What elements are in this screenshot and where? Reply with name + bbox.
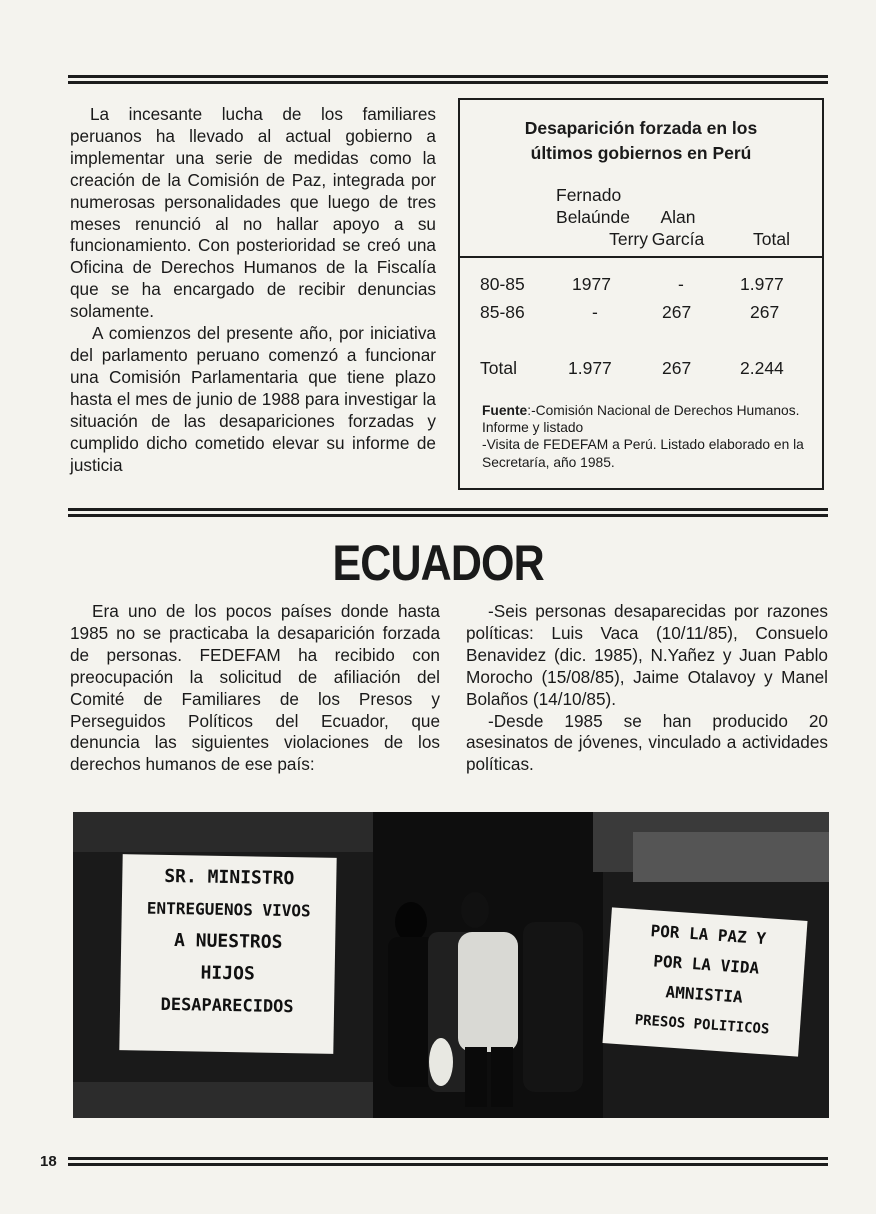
table-source-note xyxy=(482,402,812,471)
row-garcia: - xyxy=(678,274,684,294)
sign-left-line: DESAPARECIDOS xyxy=(160,994,294,1018)
sign-right xyxy=(602,907,807,1056)
sign-left-line: HIJOS xyxy=(200,962,255,985)
sign-right-line: PRESOS POLITICOS xyxy=(634,1012,770,1038)
source-text-2: -Visita de FEDEFAM a Perú. Listado elaborado en la Secretaría, año 1985. xyxy=(482,437,804,470)
header-garcia-line-2: García xyxy=(651,229,705,249)
header-garcia xyxy=(648,206,708,250)
peru-disappearances-table xyxy=(458,98,824,490)
protest-photo xyxy=(73,812,829,1118)
page-number: 18 xyxy=(40,1153,57,1170)
row-belaunde: 1977 xyxy=(572,274,611,294)
peru-paragraph-2: A comienzos del presente año, por iniciativa del parlamento peruano comenzó a funcionar una Comisión Parlamentaria que tiene plazo hasta el mes de junio de 1988 para investigar la situación de las desapariciones forzadas y cumplido dicho cometido elevar su informe de justicia xyxy=(70,323,436,475)
sign-left-line: ENTREGUENOS VIVOS xyxy=(146,898,311,921)
header-garcia-line-1: Alan xyxy=(660,207,696,227)
source-text: :-Comisión Nacional de Derechos Humanos. Informe y listado xyxy=(482,403,800,436)
ecuador-right-column xyxy=(466,601,828,776)
ecuador-left-column xyxy=(70,601,440,776)
row-total: 1.977 xyxy=(740,274,784,294)
total-label: Total xyxy=(480,358,517,378)
sign-left xyxy=(119,854,336,1054)
table-title-line-2: últimos gobiernos en Perú xyxy=(530,143,752,163)
section-heading-ecuador: ECUADOR xyxy=(332,535,544,591)
sign-right-line: POR LA PAZ Y xyxy=(649,921,767,949)
sign-left-line: SR. MINISTRO xyxy=(164,865,295,890)
ecuador-right-paragraph-1: -Seis personas desaparecidas por razones políticas: Luis Vaca (10/11/85), Consuelo Benavidez (dic. 1985), N.Yañez y Juan Pablo Morocho (15/08/85), Jaime Otalavoy y Manel Bolaños (14/10/85). xyxy=(466,601,828,709)
row-period: 80-85 xyxy=(480,274,525,294)
table-title xyxy=(460,116,822,166)
row-total: 267 xyxy=(750,302,780,322)
ecuador-right-paragraph-2: -Desde 1985 se han producido 20 asesinatos de jóvenes, vinculado a actividades políticas. xyxy=(466,710,828,775)
sign-right-line: AMNISTIA xyxy=(665,982,744,1007)
row-belaunde: - xyxy=(592,302,598,322)
total-belaunde: 1.977 xyxy=(568,358,612,378)
bottom-rule xyxy=(68,1157,828,1166)
header-total xyxy=(730,228,790,250)
peru-text-column xyxy=(70,104,436,476)
sign-right-line: POR LA VIDA xyxy=(652,951,760,978)
table-title-line-1: Desaparición forzada en los xyxy=(524,118,758,138)
row-period: 85-86 xyxy=(480,302,525,322)
peru-paragraph-1: La incesante lucha de los familiares peruanos ha llevado al actual gobierno a implementar una serie de medidas como la creación de la Comisión de Paz, integrada por numerosas personalidades que luego de tres meses renunció al no hallar apoyo a su funcionamiento. Con posterioridad se creó una Oficina de Derechos Humanos de la Fiscalía que se ha encargado de recibir denuncias solamente. xyxy=(70,104,436,322)
header-belaunde xyxy=(538,184,648,250)
top-rule xyxy=(68,75,828,84)
total-total: 2.244 xyxy=(740,358,784,378)
header-belaunde-line-1: Fernado xyxy=(556,185,622,205)
header-belaunde-line-3: Terry xyxy=(609,229,648,249)
row-garcia: 267 xyxy=(662,302,692,322)
total-garcia: 267 xyxy=(662,358,692,378)
sign-left-line: A NUESTROS xyxy=(173,930,283,953)
header-belaunde-line-2: Belaúnde xyxy=(556,207,630,227)
source-label: Fuente xyxy=(482,403,528,418)
middle-rule xyxy=(68,508,828,517)
table-header-divider xyxy=(460,256,822,258)
header-total-label: Total xyxy=(753,229,790,249)
ecuador-left-paragraph: Era uno de los pocos países donde hasta 1985 no se practicaba la desaparición forzada de personas. FEDEFAM ha recibido con preocupación la solicitud de afiliación del Comité de Familiares de los Presos y Perseguidos Políticos del Ecuador, que denuncia las siguientes violaciones de los derechos humanos de ese país: xyxy=(70,601,440,775)
